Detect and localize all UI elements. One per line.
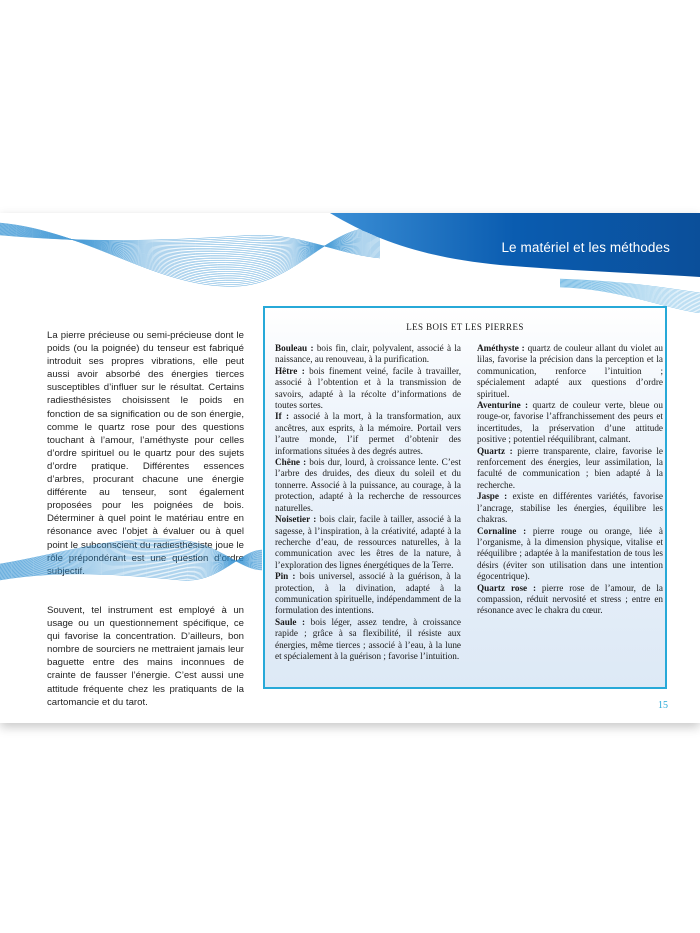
entry-text: pierre transparente, claire, favorise le renforcement des énergies, leur assimilation, la faculté de communication ; bien adapté à la recherche. — [477, 445, 663, 490]
wave-line — [0, 225, 380, 279]
wave-line — [0, 224, 380, 283]
stone-entry — [477, 400, 663, 446]
entry-text: bois fin, clair, polyvalent, associé à la naissance, au renouveau, à la purification. — [275, 343, 461, 365]
woods-stones-box — [263, 306, 667, 689]
entry-text: pierre rouge ou orange, liée à l’organisme, à la dimension physique, vitalise et rééquilibre ; adaptée à la manifestation de tous les désirs (éviter son utilisation dans une intention égocentrique). — [477, 525, 663, 582]
stone-entry — [477, 343, 663, 400]
entry-text: bois clair, facile à tailler, associé à la sagesse, à l’inspiration, à la créativité, adapté à la recherche d’eau, de ressources naturelles, à la communication avec les êtres de la nature, à l’exploration des lignes énergétiques de la Terre. — [275, 514, 461, 570]
entry-term: Cornaline : — [477, 525, 527, 536]
stone-entry — [477, 446, 663, 492]
wave-line — [0, 231, 380, 254]
entry-term: Aventurine : — [477, 400, 529, 411]
entry-text: quartz de couleur verte, bleue ou rouge-or, favorise l’affranchissement des peurs et incertitudes, la préservation d’une attitude positive ; potentiel rééquilibrant, calmant. — [477, 400, 663, 445]
entry-term: Noisetier : — [275, 514, 317, 525]
second-paragraph: Souvent, tel instrument est employé à un usage ou un questionnement spécifique, ce qui favorise la concentration. D’ailleurs, bon nombre de sourciers ne mettraient jamais leur baguette entre des mains inconnues de crainte de fausser l’énergie. C’est aussi une attitude fréquente chez les pratiquants de la cartomancie et du tarot. — [47, 605, 244, 708]
stone-entry — [477, 526, 663, 583]
entry-text: pierre rose de l’amour, de la compassion, réduit nervosité et stress ; entre en résonance avec le chakra du cœur. — [477, 582, 663, 616]
entry-term: Jaspe : — [477, 491, 508, 502]
wave-line — [0, 226, 380, 276]
wood-entry — [275, 366, 461, 412]
section-title: Le matériel et les méthodes — [501, 240, 670, 255]
wood-entry — [275, 514, 461, 571]
entry-text: existe en différentes variétés, favorise l’ancrage, stabilise les énergies, équilibre les chakras. — [477, 491, 663, 525]
entry-text: quartz de couleur allant du violet au lilas, favorise la précision dans la perception et la communication, renforce l’intuition ; spécialement adapté aux questions d’ordre spirituel. — [477, 343, 663, 399]
wood-entry — [275, 571, 461, 617]
stones-column — [477, 343, 663, 617]
entry-text: bois finement veiné, facile à travailler, associé à l’obtention et à la transmission de savoirs, adapté à la récolte d’informations de toutes sortes. — [275, 365, 461, 411]
entry-term: Quartz rose : — [477, 582, 537, 593]
wave-line — [0, 227, 380, 272]
box-title: LES BOIS ET LES PIERRES — [406, 322, 524, 332]
entry-text: bois universel, associé à la guérison, à la protection, à la divination, adapté à la communication spirituelle, indépendamment de la formulation des intentions. — [275, 571, 461, 616]
wood-entry — [275, 343, 461, 366]
entry-term: Hêtre : — [275, 365, 305, 376]
wood-entry — [275, 617, 461, 663]
intro-paragraph: La pierre précieuse ou semi-précieuse dont le poids (ou la poignée) du tenseur est fabriqué introduit ses propres vibrations, elle peut aussi avoir absorbé des énergies tierces susceptibles d’influer sur le résultat. Certains radiesthésistes choisissent le poids en fonction de sa signification ou de son énergie, comme le quartz rose pour des questions touchant à l’amour, l’améthyste pour celles d’ordre spirituel ou le quartz pour des sujets d’ordre pratique. Différentes essences d’arbres, procurant chacune une énergie différente au tenseur, sont également proposées pour les poignées de bois. Déterminer à quel point le matériau entre en résonance avec l’objet à évaluer ou à quel point le subconscient du radiesthésiste joue le rôle prépondérant est une question d’ordre subjectif. — [47, 330, 244, 577]
entry-term: Pin : — [275, 571, 296, 582]
entry-term: Bouleau : — [275, 343, 314, 353]
entry-text: bois léger, assez tendre, à croissance rapide ; grâce à sa flexibilité, il résiste aux énergies, même tierces ; associé à l’eau, à la lune et spécialement à la guérison ; favorise l’intuition. — [275, 616, 461, 661]
wave-line — [0, 224, 380, 280]
header-wave-decoration — [0, 213, 700, 313]
wood-entry — [275, 411, 461, 457]
entry-term: Saule : — [275, 616, 306, 627]
entry-text: associé à la mort, à la transformation, aux ancêtres, aux esprits, à la mémoire. Portail vers l’autre monde, l’if permet d’obtenir des informations situées à des degrés autres. — [275, 411, 462, 456]
entry-term: Améthyste : — [477, 343, 525, 353]
woods-column — [275, 343, 461, 662]
entry-text: bois dur, lourd, à croissance lente. C’est l’arbre des druides, des dieux du soleil et du tonnerre. Associé à la puissance, au courage, à la protection, adapté à la recherche de ressources naturelles. — [275, 457, 461, 513]
stone-entry — [477, 583, 663, 617]
stone-entry — [477, 491, 663, 525]
middle-wave-decoration — [0, 520, 262, 600]
page-number: 15 — [658, 700, 668, 711]
wood-entry — [275, 457, 461, 514]
entry-term: Quartz : — [477, 445, 513, 456]
entry-term: If : — [275, 411, 290, 422]
entry-term: Chêne : — [275, 457, 307, 468]
wave-line — [0, 227, 380, 267]
